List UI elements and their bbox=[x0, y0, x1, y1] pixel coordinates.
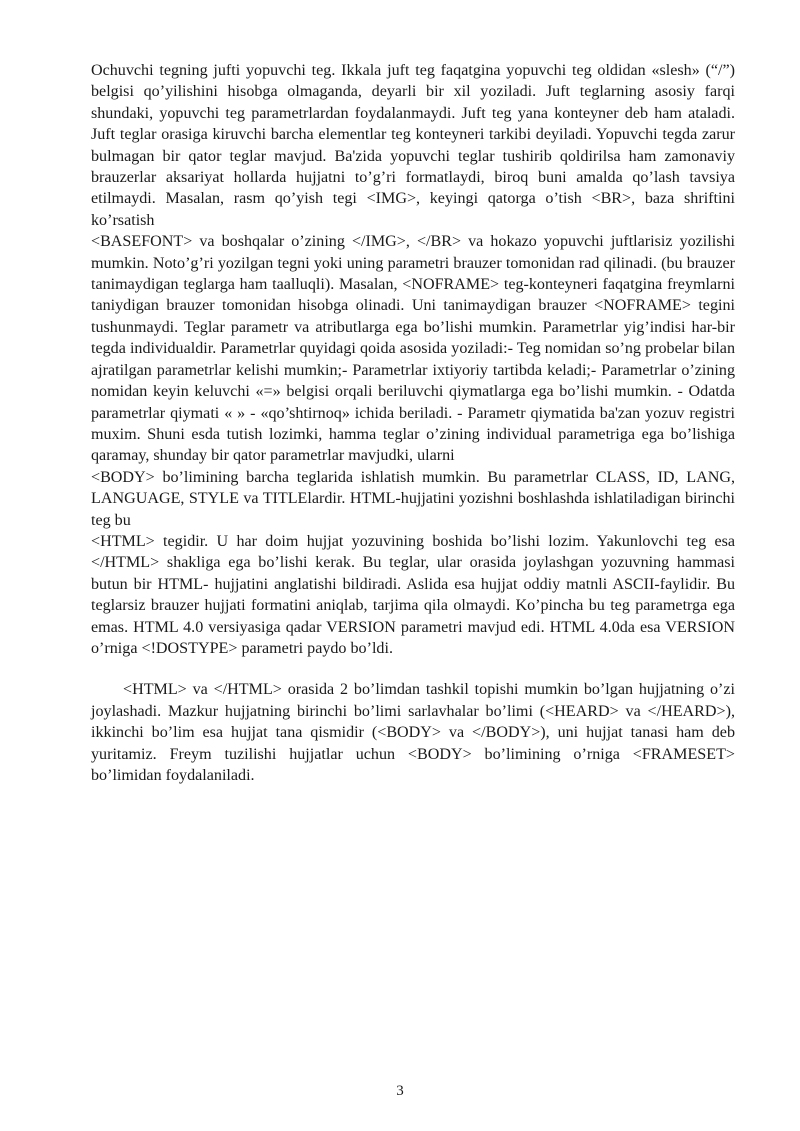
document-body bbox=[91, 60, 740, 786]
paragraph-spacer bbox=[91, 659, 735, 679]
body-paragraph-1: Ochuvchi tegning jufti yopuvchi teg. Ikkala juft teg faqatgina yopuvchi teg oldidan «slesh» (“/”) belgisi qo’yilishini hisobga olmaganda, deyarli bir xil yoziladi. Juft teglarning asosiy farqi shundaki, yopuvchi teg parametrlardan foydalanmaydi. Juft teg yana konteyner deb ham ataladi. Juft teglar orasiga kiruvchi barcha elementlar teg konteyneri tarkibi deyiladi. Yopuvchi tegda zarur bulmagan bir qator teglar mavjud. Ba'zida yopuvchi teglar tushirib qoldirilsa ham zamonaviy brauzerlar aksariyat hollarda hujjatni to’g’ri formatlaydi, biroq buni amalda qo’lash tavsiya etilmaydi. Masalan, rasm qo’yish tegi <IMG>, keyingi qatorga o’tish <BR>, baza shriftini ko’rsatish <BASEFONT> va boshqalar o’zining </IMG>, </BR> va hokazo yopuvchi juftlarisiz yozilishi mumkin. Noto’g’ri yozilgan tegni yoki uning parametri brauzer tomonidan rad qilinadi. (bu brauzer tanimaydigan teglarga ham taalluqli). Masalan, <NOFRAME> teg-konteyneri faqatgina freymlarni taniydigan brauzer tomonidan hisobga olinadi. Uni tanimaydigan brauzer <NOFRAME> tegini tushunmaydi. Teglar parametr va atributlarga ega bo’lishi mumkin. Parametrlar yig’indisi har-bir tegda individualdir. Parametrlar quyidagi qoida asosida yoziladi:- Teg nomidan so’ng probelar bilan ajratilgan parametrlar kelishi mumkin;- Parametrlar ixtiyoriy tartibda keladi;- Parametrlar o’zining nomidan keyin keluvchi «=» belgisi orqali beriluvchi qiymatlarga ega bo’lishi mumkin. - Odatda parametrlar qiymati « » - «qo’shtirnoq» ichida beriladi. - Parametr qiymatida ba'zan yozuv registri muxim. Shuni esda tutish lozimki, hamma teglar o’zining individual parametriga ega bo’lishiga qaramay, shunday bir qator parametrlar mavjudki, ularni <BODY> bo’limining barcha teglarida ishlatish mumkin. Bu parametrlar CLASS, ID, LANG, LANGUAGE, STYLE va TITLElardir. HTML-hujjatini yozishni boshlashda ishlatiladigan birinchi teg bu <HTML> tegidir. U har doim hujjat yozuvining boshida bo’lishi lozim. Yakunlovchi teg esa </HTML> shakliga ega bo’lishi kerak. Bu teglar, ular orasida joylashgan yozuvning hammasi butun bir HTML- hujjatini anglatishi bildiradi. Aslida esa hujjat oddiy matnli ASCII-faylidir. Bu teglarsiz brauzer hujjati formatini aniqlab, tarjima qila olmaydi. Ko’pincha bu teg parametrga ega emas. HTML 4.0 versiyasiga qadar VERSION parametri mavjud edi. HTML 4.0da esa VERSION o’rniga <!DOSTYPE> parametri paydo bo’ldi. bbox=[91, 62, 735, 657]
page-number: 3 bbox=[396, 1083, 404, 1099]
body-paragraph-2: <HTML> va </HTML> orasida 2 bo’limdan tashkil topishi mumkin bo’lgan hujjatning o’zi joylashadi. Mazkur hujjatning birinchi bo’limi sarlavhalar bo’limi (<HEARD> va </HEARD>), ikkinchi bo’lim esa hujjat tana qismidir (<BODY> va </BODY>), uni hujjat tanasi ham deb yuritamiz. Freym tuzilishi hujjatlar uchun <BODY> bo’limining o’rniga <FRAMESET> bo’limidan foydalaniladi. bbox=[91, 681, 740, 784]
